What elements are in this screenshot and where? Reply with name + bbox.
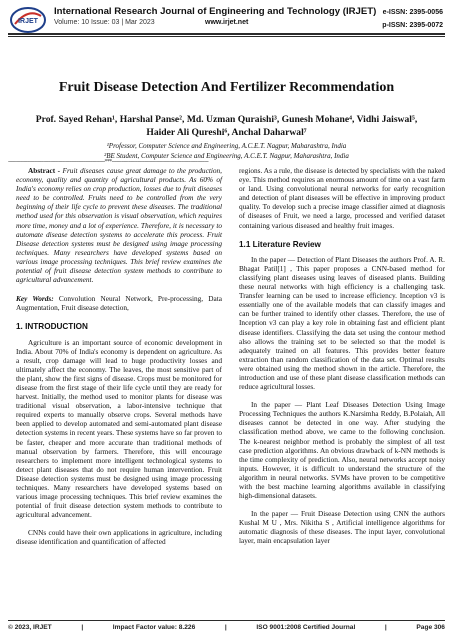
footer-iso: ISO 9001:2008 Certified Journal — [256, 624, 356, 631]
right-column — [239, 166, 445, 546]
abstract-label: Abstract - — [28, 166, 61, 175]
e-issn: e-ISSN: 2395-0056 — [382, 9, 443, 16]
authors-line-2: Haider Ali Qureshi⁶, Anchal Daharwal⁷ — [146, 127, 307, 138]
journal-volume: Volume: 10 Issue: 03 | Mar 2023 — [54, 19, 155, 26]
header-rule — [8, 33, 445, 35]
footer-divider: | — [81, 624, 84, 631]
keywords-text: Convolution Neural Network, Pre-processing, Data Augmentation, Fruit disease detection, — [16, 294, 223, 313]
journal-name: International Research Journal of Engineering and Technology (IRJET) — [54, 6, 377, 17]
keywords-label: Key Words: — [16, 294, 54, 304]
journal-header — [0, 0, 453, 42]
literature-paragraph-3: In the paper — Fruit Disease Detection using CNN the authors Kushal M U , Mrs. Nikitha S , Artificial intelligence algorithms for automatic diagnosis of these diseases. The input layer, convolutional layer, main encapsulation layer — [239, 509, 445, 546]
keywords — [16, 294, 222, 312]
paper-title: Fruit Disease Detection And Fertilizer Recommendation — [58, 80, 395, 95]
footer-copyright: © 2023, IRJET — [8, 624, 52, 631]
literature-paragraph-1: In the paper — Detection of Plant Diseases the authors Prof. A. R. Bhagat Patil[1] , This paper proposes a CNN-based method for classifying plant diseases using leaves of diseased plants. Building these neural networks with high efficiency is a challenging task. Transfer learning can be used to increase efficiency. Inception v3 is essentially one of the available models that can classify images and can be further trained to identify other classes. Therefore, the use of Inception v3 can play a key role in obtaining fast and efficient plant disease identifiers. Classifying the data set using the contour method also allows the training set to be selected so that the model is adequately trained on all features. This provides better feature extraction than random classification of the data set. Optimal results were obtained using the method shown in the article. Therefore, the introduction and use of these plant disease classification methods can reduce agricultural losses. — [239, 254, 445, 392]
irjet-logo — [9, 5, 47, 35]
footer-divider: | — [384, 624, 387, 631]
abstract — [16, 166, 222, 284]
footer-rule — [8, 620, 445, 621]
author-list — [25, 113, 428, 139]
footer-divider: | — [224, 624, 227, 631]
affiliation-1: ¹Professor, Computer Science and Engineering, A.C.E.T. Nagpur, Maharashtra, India — [106, 142, 347, 150]
logo-text: IRJET — [18, 18, 38, 25]
section-heading-literature: 1.1 Literature Review — [239, 239, 321, 249]
page-footer — [8, 624, 445, 631]
section-separator: ---------------------------------------------------------------------***--------------------------------------------------------------------- — [8, 159, 209, 165]
p-issn: p-ISSN: 2395-0072 — [382, 22, 443, 29]
affiliation-2: ²BE Student, Computer Science and Engineering, A.C.E.T. Nagpur, Maharashtra, India — [104, 152, 349, 160]
intro-continued: regions. As a rule, the disease is detected by specialists with the naked eye. This method requires an enormous amount of time on a vast farm or land. Using convolutional neural networks for early recognition and detection of plant diseases will be effective in improving product quality. To develop such a precise image classifier aimed at diagnosis of diseases of Fruit, we need a large, processed and verified dataset containing various diseased and healthy fruit images. — [239, 166, 445, 230]
footer-page-number: Page 306 — [416, 624, 445, 631]
section-heading-introduction: 1. INTRODUCTION — [16, 322, 88, 332]
issn-block — [382, 6, 443, 32]
header-rule-thin — [8, 36, 445, 37]
footer-impact-factor: Impact Factor value: 8.226 — [112, 624, 196, 631]
literature-paragraph-2: In the paper — Plant Leaf Diseases Detection Using Image Processing Techniques the authors K.Narsimha Reddy, B.Polaiah, All diseases cannot be detected in one way. After studying the classification method above, we came to the following conclusion. The k-nearest neighbor method is probably the simplest of all test case prediction algorithms. An obvious drawback of k-NN methods is the time complexity of prediction. Also, neural networks accept noisy inputs. However, it is difficult to understand the structure of the algorithm in neural networks. SVMs have proven to be competitive with the best machine learning algorithms available in classifying high-dimensional datasets. — [239, 400, 445, 501]
left-column — [16, 166, 222, 547]
journal-url[interactable]: www.irjet.net — [205, 19, 249, 26]
authors-line-1: Prof. Sayed Rehan¹, Harshal Panse², Md. Uzman Quraishi³, Gunesh Mohane⁴, Vidhi Jaiswal⁵, — [35, 114, 418, 125]
intro-paragraph-2: CNNs could have their own applications in agriculture, including disease identification and quantification of affected — [16, 528, 222, 547]
abstract-text: Fruit diseases cause great damage to the production, economy, quality and quantity of agricultural products. As 60% of India's economy relies on crop production, losses due to fruit diseases need to be controlled. Fruits need to be controlled from the very beginning of their life cycle to prevent these diseases. The traditional method used for this observation is visual observation, which requires more time, money and a lot of experience. Therefore, it is necessary to automate disease detection systems to accelerate this process. Fruit Disease detection systems must be designed using image processing techniques. Many researchers have developed systems based on various image processing techniques. This brief review examines the potential of fruit disease detection system methods to contribute to agricultural advancement. — [16, 166, 222, 285]
intro-paragraph-1: Agriculture is an important source of economic development in India. About 70% of India's economy is dependent on agriculture. As a result, crop damage will lead to huge productivity losses and ultimately affect the economy. The leaves, the most sensitive part of the plant, show the first signs of disease. Crops must be monitored for disease from the first stage of their life cycle until they are ready for harvest. Initially, the method used to monitor plants for disease was traditional visual observation, a labor-intensive technique that required experts to manually observe crops. Several methods have been applied to develop automated and semi-automated plant disease detection systems in recent years. These systems have so far proven to be faster, cheaper and more accurate than traditional methods of manual observation by farmers. Therefore, this will encourage researchers to implement more intelligent technological systems to detect plant diseases that do not require human intervention. Fruit Disease detection systems must be designed using image processing techniques. Many researchers have developed systems based on various image processing techniques. This brief review examines the potential of fruit disease detection system methods to contribute to agricultural advancement. — [16, 337, 222, 520]
affiliations — [20, 141, 433, 161]
